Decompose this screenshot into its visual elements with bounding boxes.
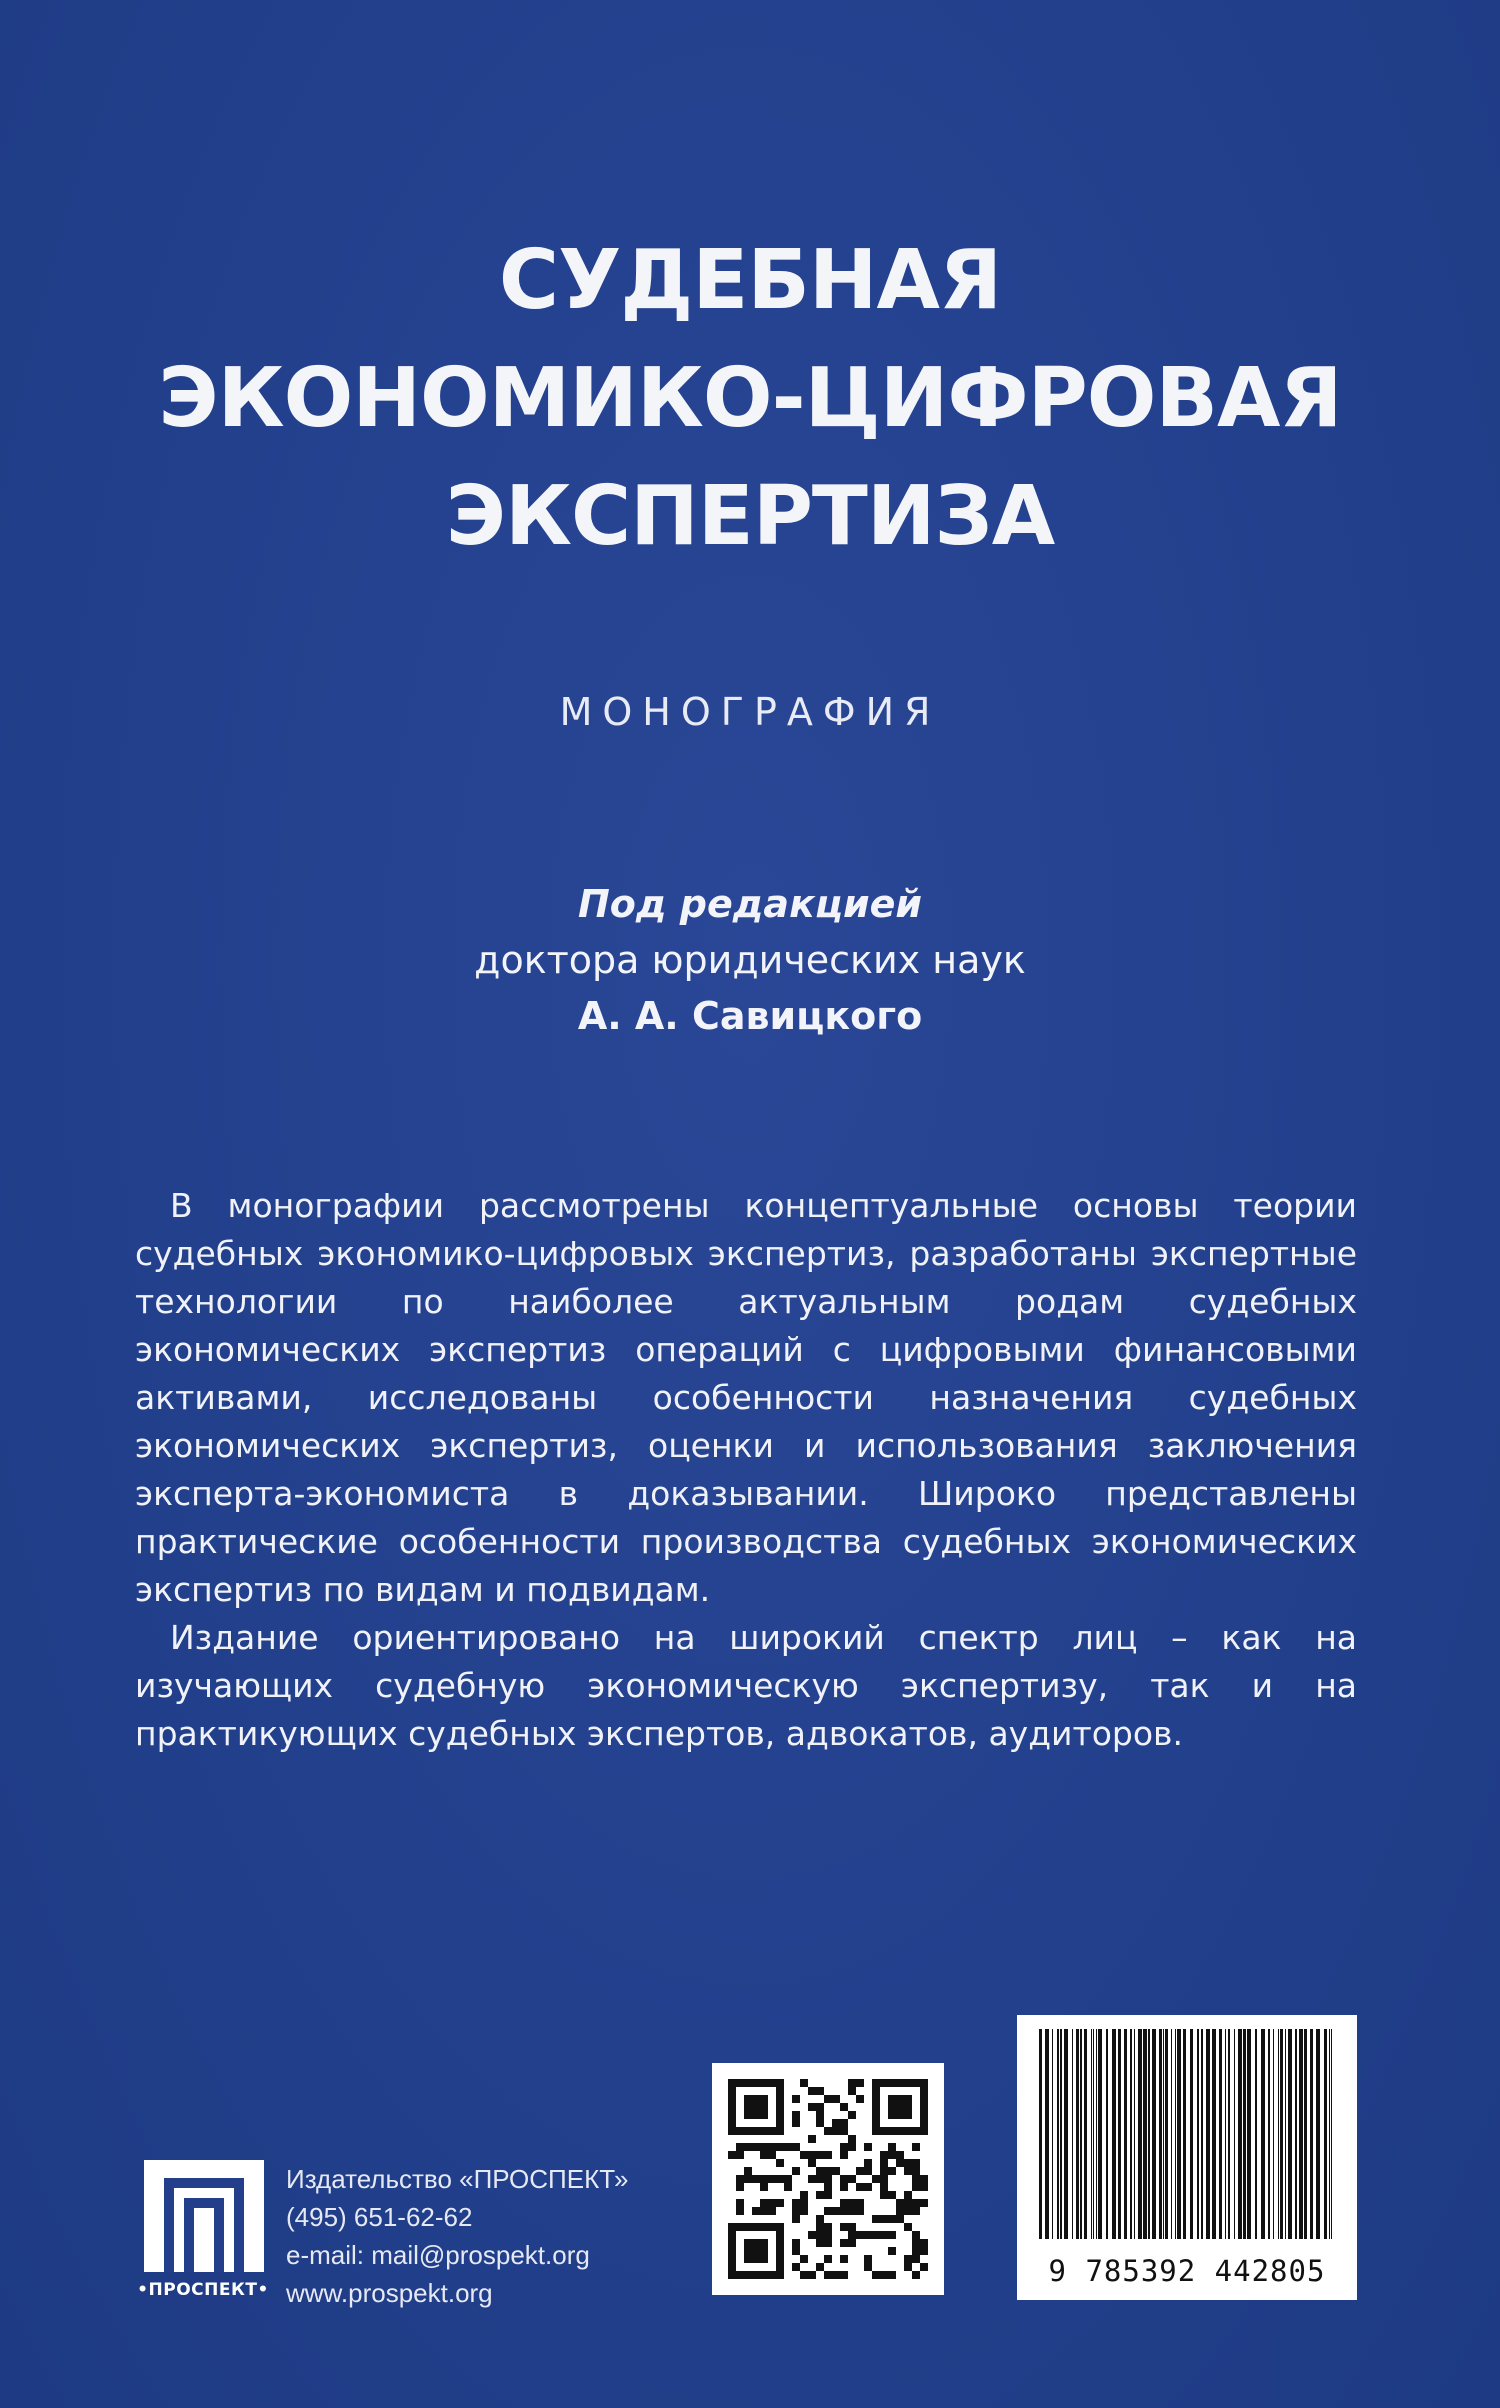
publisher-website: www.prospekt.org (286, 2278, 493, 2308)
title-line-1: СУДЕБНАЯ (498, 233, 1002, 328)
editor-block (0, 876, 1500, 1044)
book-subtitle: МОНОГРАФИЯ (559, 690, 941, 734)
editor-name: А. А. Савицкого (577, 994, 923, 1038)
publisher-name: Издательство «ПРОСПЕКТ» (286, 2164, 629, 2194)
isbn-number: 9 785392 442805 (1048, 2254, 1326, 2288)
logo-label: •ПРОСПЕКТ• (137, 2280, 269, 2300)
qr-code-icon (712, 2063, 944, 2295)
publisher-email: e-mail: mail@prospekt.org (286, 2240, 590, 2270)
publisher-phone: (495) 651-62-62 (286, 2202, 473, 2232)
isbn-barcode (1017, 2015, 1357, 2300)
editor-intro: Под редакцией (577, 882, 923, 926)
publisher-info (286, 2160, 628, 2312)
title-line-2: ЭКОНОМИКО-ЦИФРОВАЯ (158, 351, 1342, 446)
abstract-paragraph-1: В монографии рассмотрены концептуальные основы теории судебных экономико-цифровых экспертиз, разработаны экспертные технологии по наиболее актуальным родам судебных экономических экспертиз операций с цифровыми финансовыми активами, исследованы особенности назначения судебных экономических экспертиз, оценки и использования заключения эксперта-экономиста в доказывании. Широко представлены практические особенности производства судебных экономических экспертиз по видам и подвидам. (135, 1186, 1357, 1609)
barcode-icon (1017, 2015, 1357, 2245)
book-abstract (135, 1182, 1357, 1758)
qr-code (712, 2063, 944, 2295)
title-line-3: ЭКСПЕРТИЗА (445, 469, 1055, 564)
book-title (0, 222, 1500, 576)
abstract-paragraph-2: Издание ориентировано на широкий спектр лиц – как на изучающих судебную экономическую экспертизу, так и на практикующих судебных экспертов, адвокатов, аудиторов. (135, 1618, 1357, 1753)
editor-degree: доктора юридических наук (474, 938, 1026, 982)
